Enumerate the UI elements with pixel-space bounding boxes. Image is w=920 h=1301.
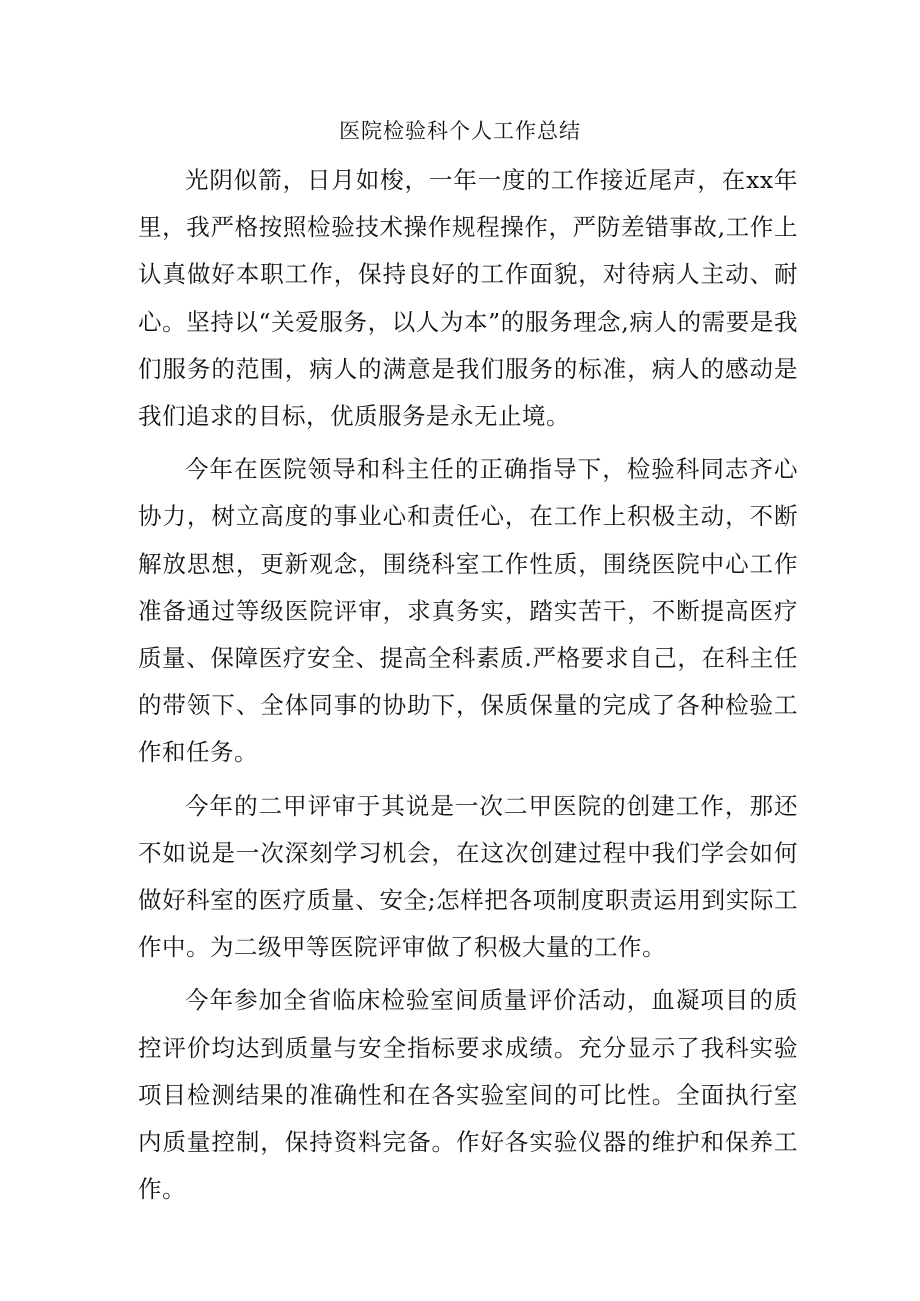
paragraph-2: 今年在医院领导和科主任的正确指导下，检验科同志齐心协力，树立高度的事业心和责任心，在工作上积极主动，不断解放思想，更新观念，围绕科室工作性质，围绕医院中心工作准备通过等级医院评审，求真务实，踏实苦干，不断提高医疗质量、保障医疗安全、提高全科素质.严格要求自己，在科主任的带领下、全体同事的协助下，保质保量的完成了各种检验工作和任务。 <box>138 455 798 767</box>
paragraph-1: 光阴似箭，日月如梭，一年一度的工作接近尾声，在xx年里，我严格按照检验技术操作规程操作，严防差错事故,工作上认真做好本职工作，保持良好的工作面貌，对待病人主动、耐心。坚持以“关爱服务，以人为本”的服务理念,病人的需要是我们服务的范围，病人的满意是我们服务的标准，病人的感动是我们追求的目标，优质服务是永无止境。 <box>138 166 798 431</box>
paragraph-4: 今年参加全省临床检验室间质量评价活动，血凝项目的质控评价均达到质量与安全指标要求成绩。充分显示了我科实验项目检测结果的准确性和在各实验室间的可比性。全面执行室内质量控制，保持资料完备。作好各实验仪器的维护和保养工作。 <box>138 986 798 1204</box>
document-title: 医院检验科个人工作总结 <box>339 119 581 143</box>
paragraph-3: 今年的二甲评审于其说是一次二甲医院的创建工作，那还不如说是一次深刻学习机会，在这次创建过程中我们学会如何做好科室的医疗质量、安全;怎样把各项制度职责运用到实际工作中。为二级甲等医院评审做了积极大量的工作。 <box>138 791 798 962</box>
document-body <box>138 157 798 1219</box>
